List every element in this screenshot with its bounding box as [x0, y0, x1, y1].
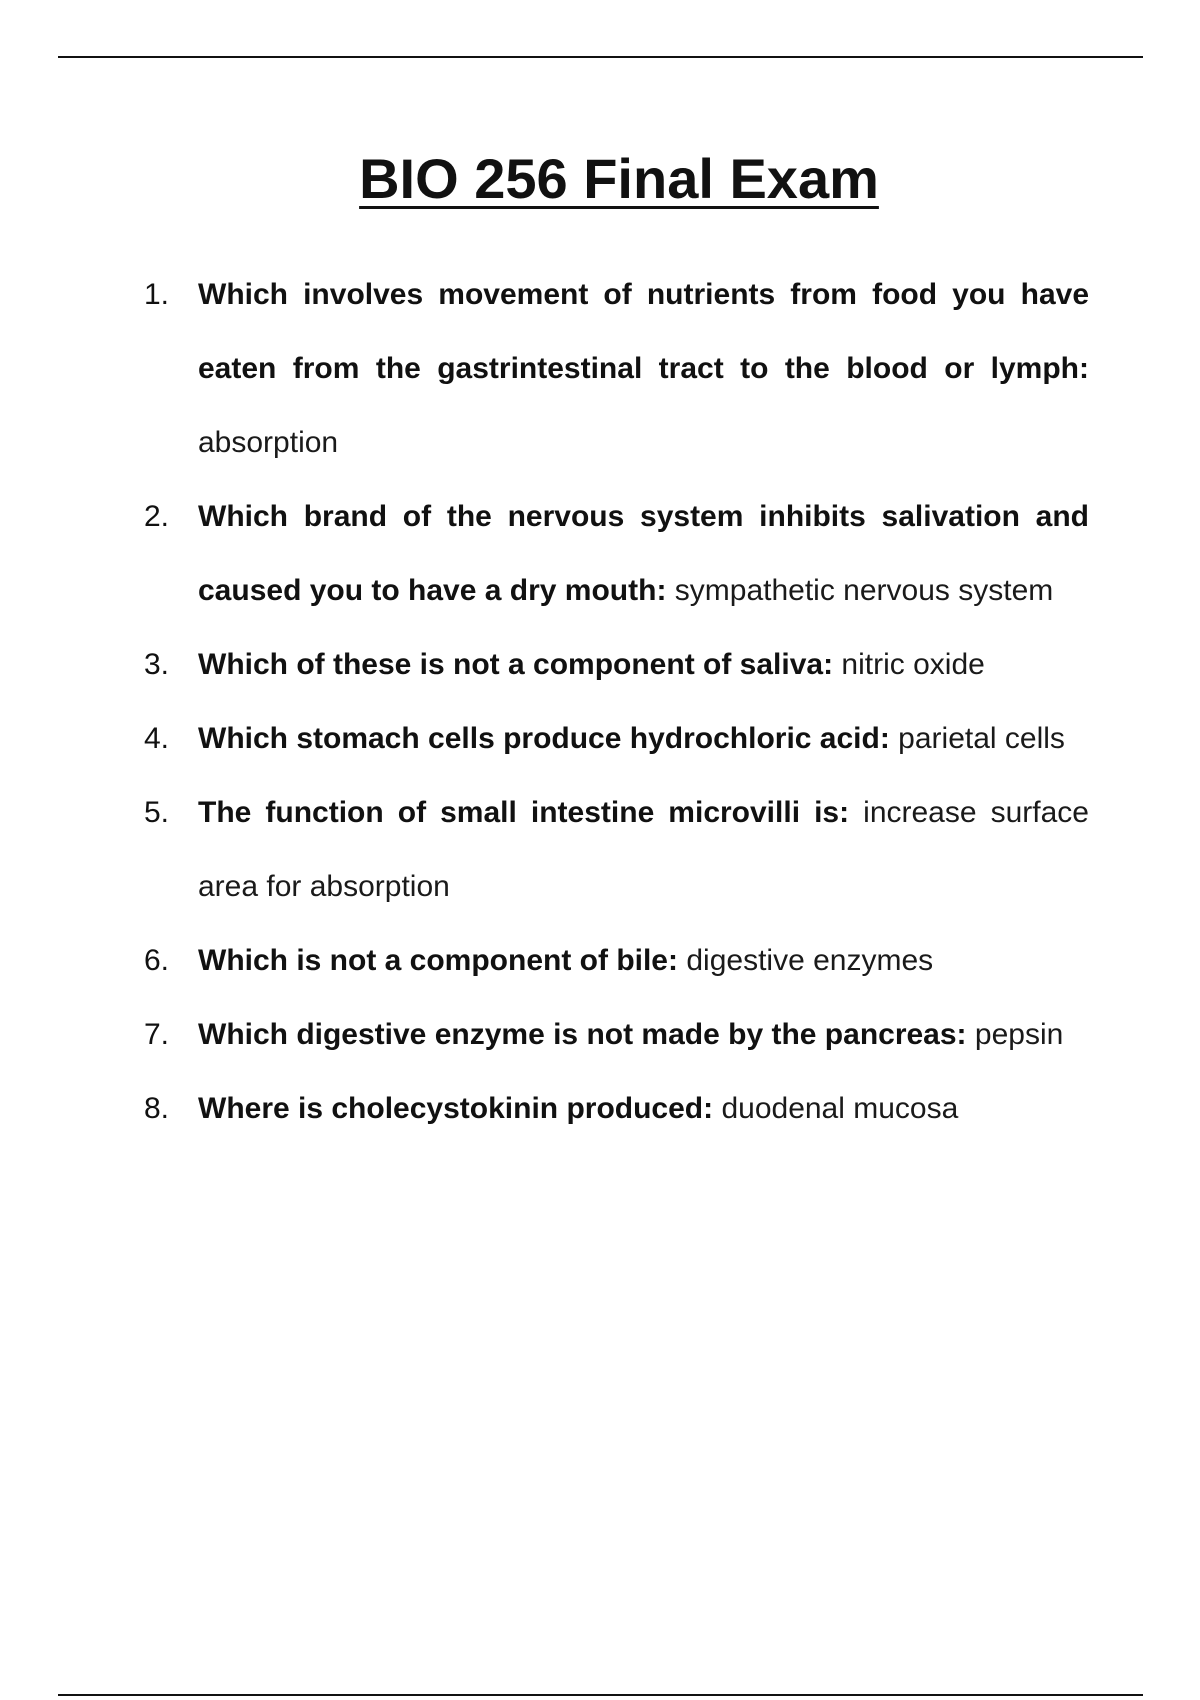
question-answer: absorption: [198, 426, 339, 459]
question-list: [0, 258, 1200, 1146]
question-answer: parietal cells: [898, 722, 1065, 755]
question-number: 6.: [144, 944, 170, 977]
page-title: [0, 144, 1200, 214]
question-item-2: [0, 480, 1089, 628]
question-number: 1.: [144, 278, 170, 311]
question-item-1: [0, 258, 1089, 480]
question-item-4: [0, 702, 1089, 776]
question-text: Which of these is not a component of saliva:: [198, 648, 834, 681]
question-text: Which stomach cells produce hydrochloric acid:: [198, 722, 890, 755]
question-text: Which brand of the nervous system inhibits salivation and caused you to have a dry mouth:: [198, 500, 1089, 607]
question-item-8: [0, 1072, 1089, 1146]
question-text: Which is not a component of bile:: [198, 944, 678, 977]
top-rule: [58, 56, 1143, 58]
question-answer: nitric oxide: [841, 648, 985, 681]
question-answer: pepsin: [974, 1018, 1064, 1051]
question-number: 7.: [144, 1018, 170, 1051]
question-number: 2.: [144, 500, 170, 533]
question-item-5: [0, 776, 1089, 924]
question-answer: sympathetic nervous system: [674, 574, 1054, 607]
question-text: Where is cholecystokinin produced:: [198, 1092, 714, 1125]
bottom-rule: [58, 1694, 1143, 1696]
question-number: 3.: [144, 648, 170, 681]
question-item-3: [0, 628, 1089, 702]
question-answer: duodenal mucosa: [721, 1092, 959, 1125]
question-number: 4.: [144, 722, 170, 755]
question-answer: increase surface area for absorption: [198, 796, 1089, 903]
page-title-text: BIO 256 Final Exam: [359, 147, 879, 210]
question-text: Which involves movement of nutrients from food you have eaten from the gastrintestinal tract to the blood or lymph:: [198, 278, 1089, 385]
question-number: 8.: [144, 1092, 170, 1125]
question-number: 5.: [144, 796, 170, 829]
question-item-7: [0, 998, 1089, 1072]
question-answer: digestive enzymes: [686, 944, 934, 977]
question-text: Which digestive enzyme is not made by the pancreas:: [198, 1018, 967, 1051]
question-item-6: [0, 924, 1089, 998]
question-text: The function of small intestine microvilli is:: [198, 796, 850, 829]
